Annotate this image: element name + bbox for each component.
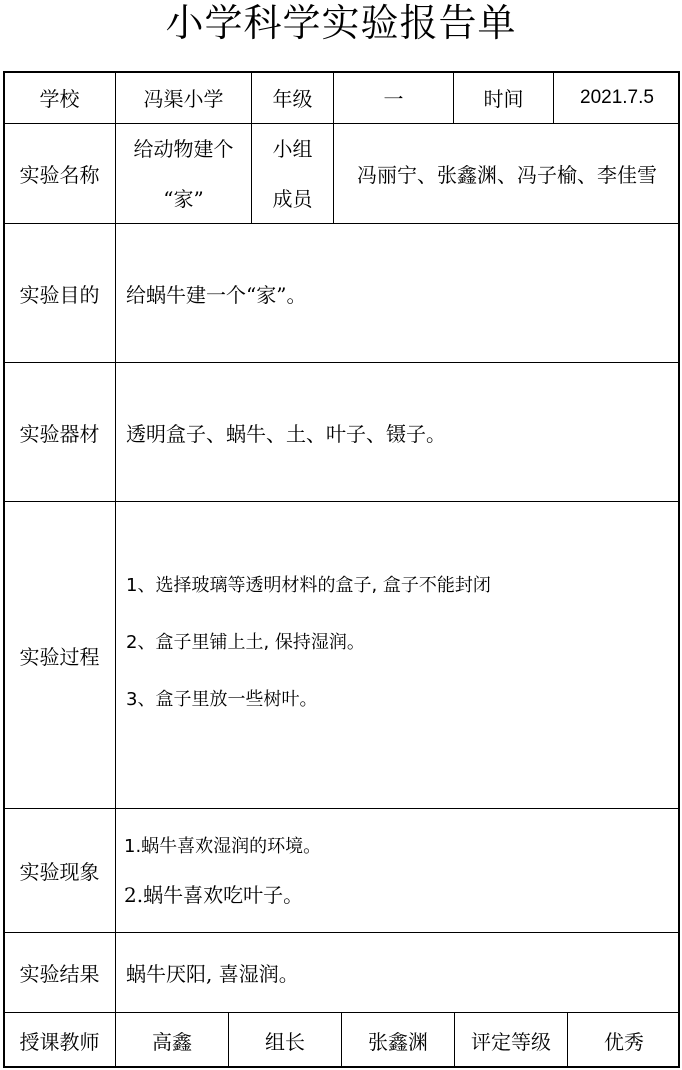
grade-value: 一 <box>333 71 453 123</box>
table-border-right <box>678 71 680 1067</box>
table-border-left <box>3 71 5 1067</box>
purpose-value: 给蜗牛建一个“家”。 <box>115 223 680 362</box>
leader-label: 组长 <box>228 1012 341 1067</box>
group-label-line2: 成员 <box>272 186 313 211</box>
school-label: 学校 <box>3 71 115 123</box>
rating-value: 优秀 <box>567 1012 680 1067</box>
process-step: 1、选择玻璃等透明材料的盒子, 盒子不能封闭 <box>126 574 491 596</box>
teacher-label: 授课教师 <box>3 1012 115 1067</box>
group-members-label <box>251 123 333 223</box>
phenomenon-label: 实验现象 <box>3 808 115 932</box>
group-members-value: 冯丽宁、张鑫渊、冯子榆、李佳雪 <box>333 123 680 223</box>
leader-value: 张鑫渊 <box>341 1012 454 1067</box>
school-value: 冯渠小学 <box>115 71 251 123</box>
process-label: 实验过程 <box>3 501 115 808</box>
phenomenon-line: 1.蜗牛喜欢湿润的环境。 <box>124 835 322 857</box>
phenomenon-lines <box>115 808 680 932</box>
equipment-value: 透明盒子、蜗牛、土、叶子、镊子。 <box>115 362 680 501</box>
experiment-name-line1: 给动物建个 <box>133 136 234 161</box>
purpose-label: 实验目的 <box>3 223 115 362</box>
time-value: 2021.7.5 <box>553 71 680 123</box>
report-title: 小学科学实验报告单 <box>165 1 517 45</box>
process-step: 2、盒子里铺上土, 保持湿润。 <box>126 631 365 653</box>
result-label: 实验结果 <box>3 932 115 1012</box>
experiment-name-label: 实验名称 <box>3 123 115 223</box>
phenomenon-line: 2.蜗牛喜欢吃叶子。 <box>124 882 304 907</box>
rating-label: 评定等级 <box>454 1012 567 1067</box>
group-label-line1: 小组 <box>272 136 313 161</box>
process-steps <box>115 501 680 808</box>
grade-label: 年级 <box>251 71 333 123</box>
experiment-name-value <box>115 123 251 223</box>
teacher-value: 高鑫 <box>115 1012 228 1067</box>
table-border-top <box>3 71 680 73</box>
process-step: 3、盒子里放一些树叶。 <box>126 688 318 710</box>
result-value: 蜗牛厌阳, 喜湿润。 <box>115 932 680 1012</box>
equipment-label: 实验器材 <box>3 362 115 501</box>
table-border-bottom <box>3 1066 680 1068</box>
experiment-name-line2: “家” <box>163 186 204 211</box>
time-label: 时间 <box>453 71 553 123</box>
